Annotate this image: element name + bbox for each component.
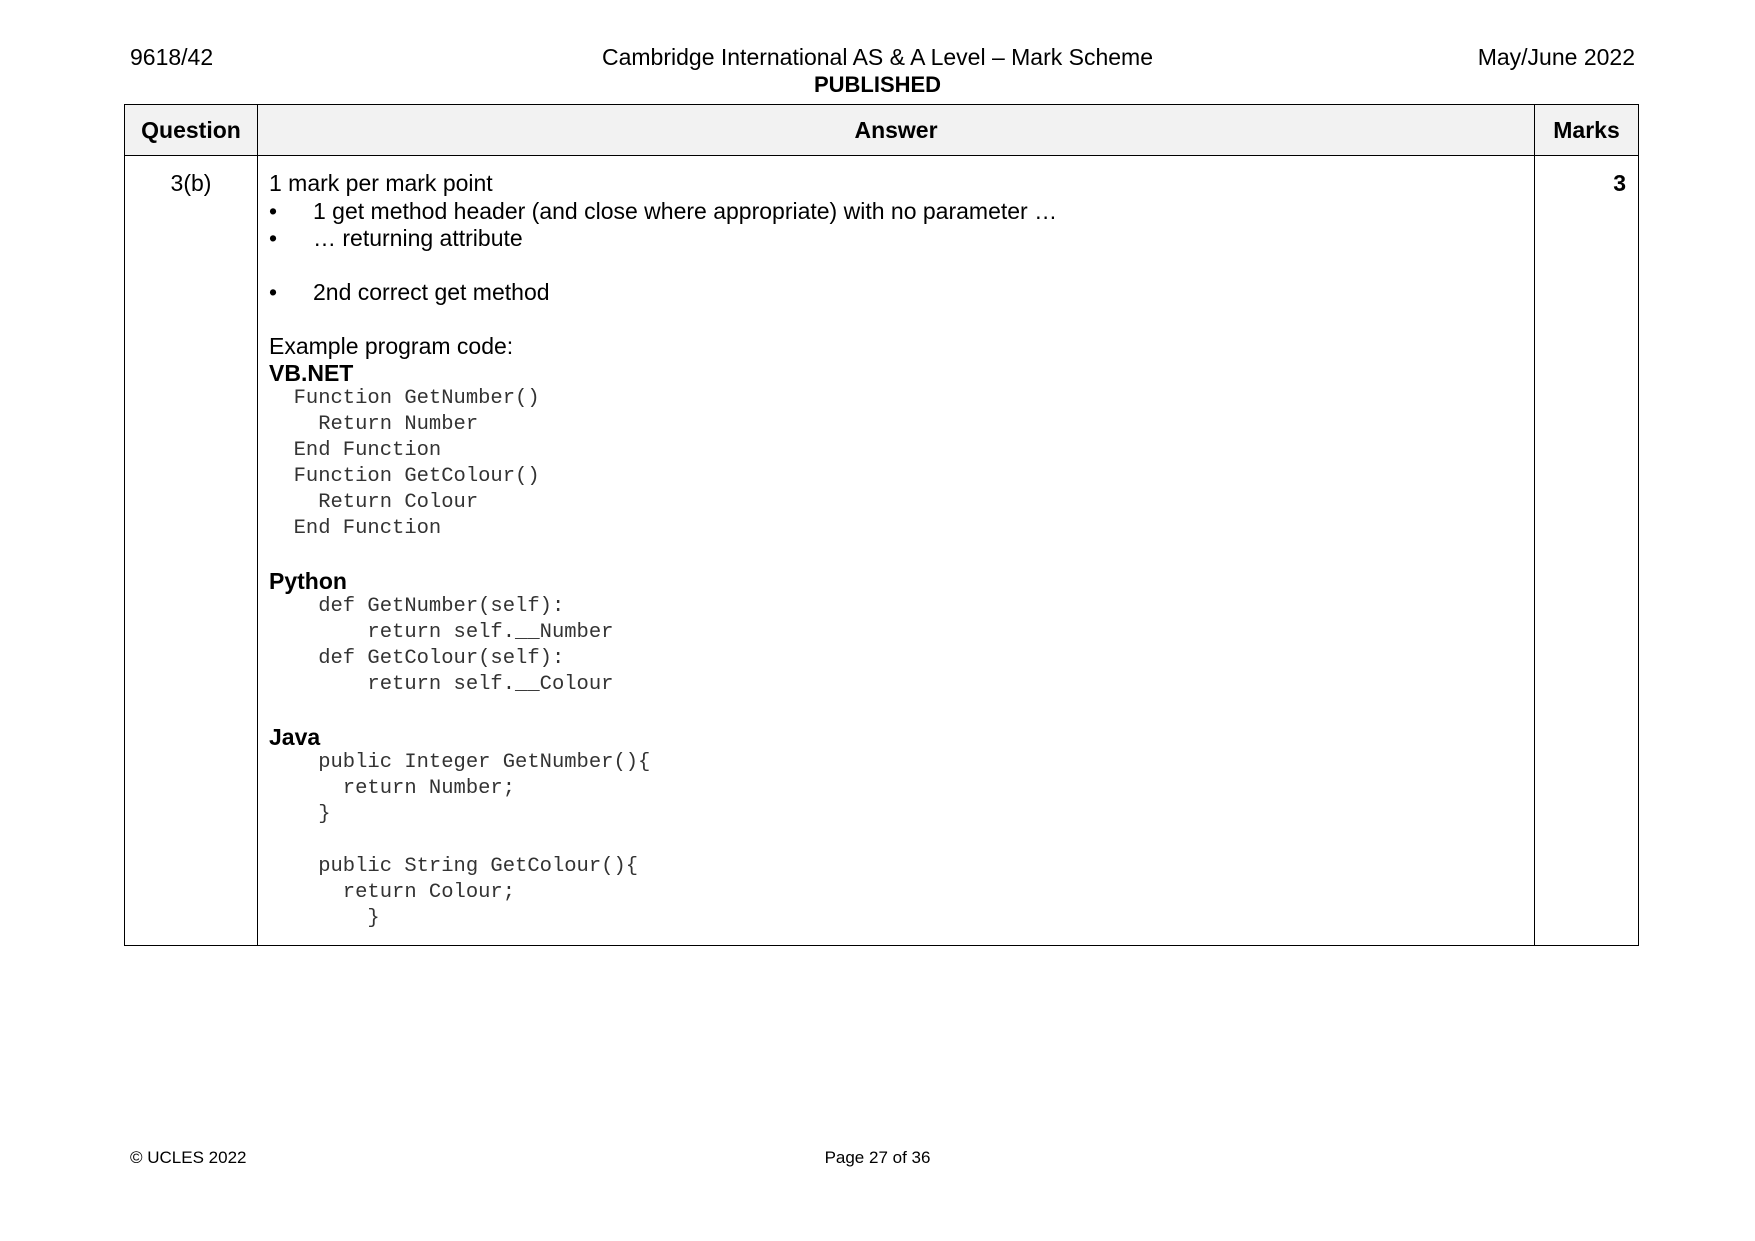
column-header-marks: Marks — [1535, 105, 1639, 156]
copyright-notice: © UCLES 2022 — [130, 1148, 247, 1167]
column-header-question: Question — [125, 105, 258, 156]
table-header-row — [125, 105, 1639, 156]
paper-code: 9618/42 — [130, 44, 214, 70]
column-header-answer: Answer — [258, 105, 1535, 156]
code-block-vbnet: Function GetNumber() Return Number End Function Function GetColour() Return Colour End Function — [293, 387, 540, 540]
mark-point-item — [269, 198, 1522, 225]
document-title: Cambridge International AS & A Level – Mark Scheme — [601, 44, 1154, 70]
bullet-icon: • — [269, 198, 278, 224]
mark-point-text: … returning attribute — [313, 225, 523, 251]
code-block-python: def GetNumber(self): return self.__Number def GetColour(self): return self.__Colour — [318, 595, 614, 696]
mark-scheme-table — [124, 104, 1639, 946]
question-number: 3(b) — [125, 156, 258, 946]
language-heading-vbnet: VB.NET — [269, 360, 354, 386]
mark-point-item — [269, 225, 1522, 252]
bullet-icon: • — [269, 225, 278, 251]
code-block-java: public Integer GetNumber(){ return Number; } public String GetColour(){ return Colour; } — [318, 751, 651, 930]
mark-point-text: 1 get method header (and close where appropriate) with no parameter … — [313, 198, 1058, 224]
example-code-label: Example program code: — [269, 333, 514, 359]
page-number: Page 27 of 36 — [824, 1148, 931, 1167]
bullet-icon: • — [269, 279, 278, 305]
exam-session: May/June 2022 — [1477, 44, 1635, 70]
marks-value: 3 — [1535, 156, 1639, 946]
mark-point-text: 2nd correct get method — [313, 279, 550, 305]
language-heading-python: Python — [269, 568, 347, 594]
published-label: PUBLISHED — [813, 72, 942, 97]
mark-point-intro: 1 mark per mark point — [269, 170, 493, 196]
mark-point-item — [269, 279, 1522, 306]
mark-point-list — [269, 198, 1522, 306]
language-heading-java: Java — [269, 724, 321, 750]
answer-cell — [258, 156, 1535, 946]
table-row — [125, 156, 1639, 946]
